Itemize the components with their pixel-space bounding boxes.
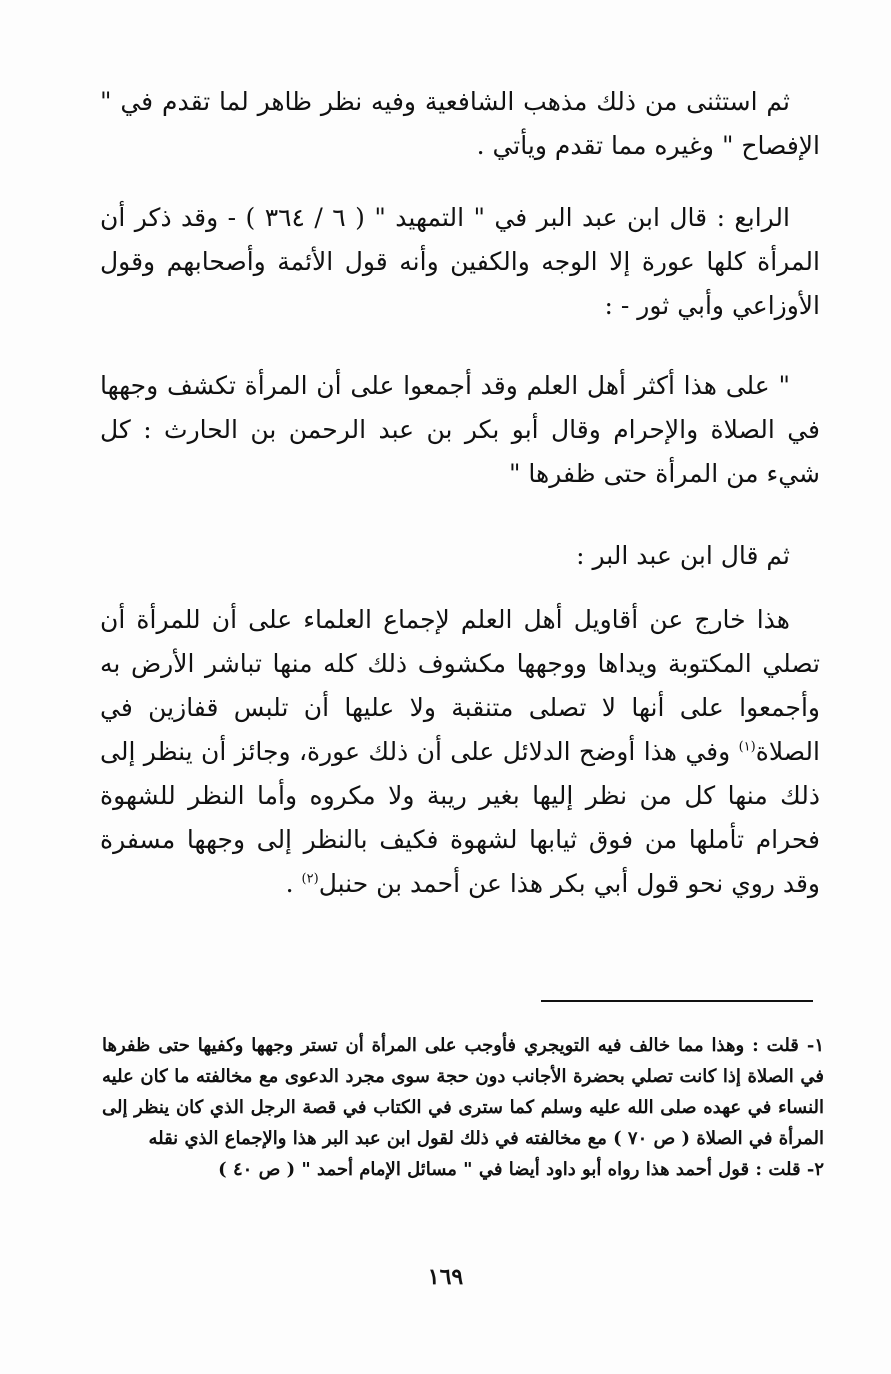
paragraph-4 [100,534,820,578]
paragraph-3-text: " على هذا أكثر أهل العلم وقد أجمعوا على أن المرأة تكشف وجهها في الصلاة والإحرام وقال أبو بكر بن عبد الرحمن بن الحارث : كل شيء من المرأة حتى ظفرها " [100,371,820,488]
footnote-1 [102,1030,824,1154]
footnotes [102,1030,824,1185]
footnote-ref-2: (٢) [301,871,319,887]
paragraph-1 [100,80,820,168]
footnote-separator [541,1000,813,1002]
paragraph-3-quote [100,364,820,496]
paragraph-5-end: . [285,869,302,898]
footnote-ref-1: (١) [738,739,756,755]
paragraph-5-part-a: هذا خارج عن أقاويل أهل العلم لإجماع العلماء على أن للمرأة أن تصلي المكتوبة ويداها ووجهها مكشوف ذلك كله منها تباشر الأرض به وأجمعوا على أنها لا تصلى متنقبة ولا عليها أن تلبس قفازين في الصلاة [100,605,820,766]
paragraph-5-text [100,598,820,906]
page-number: ١٦٩ [427,1264,464,1290]
paragraph-5-part-b: وفي هذا أوضح الدلائل على أن ذلك عورة، وجائز أن ينظر إلى ذلك منها كل من نظر إليها بغير ريبة ولا مكروه وأما النظر للشهوة فحرام تأملها من فوق ثيابها لشهوة فكيف بالنظر إلى وجهها مسفرة وقد روي نحو قول أبي بكر هذا عن أحمد بن حنبل [100,737,820,898]
paragraph-1-text: ثم استثنى من ذلك مذهب الشافعية وفيه نظر ظاهر لما تقدم في " الإفصاح " وغيره مما تقدم ويأتي . [100,87,820,160]
paragraph-4-text: ثم قال ابن عبد البر : [576,541,790,570]
footnote-2 [102,1154,824,1185]
paragraph-2-text: الرابع : قال ابن عبد البر في " التمهيد " ( ٦ / ٣٦٤ ) - وقد ذكر أن المرأة كلها عورة إلا الوجه والكفين وأنه قول الأئمة وأصحابهم وقول الأوزاعي وأبي ثور - : [100,203,820,320]
paragraph-2 [100,196,820,328]
paragraph-5 [100,598,820,906]
footnote-2-marker: ٢- [800,1159,824,1180]
footnote-1-text: قلت : وهذا مما خالف فيه التويجري فأوجب على المرأة أن تستر وجهها وكفيها حتى ظفرها في الصلاة إذا كانت تصلي بحضرة الأجانب دون حجة سوى مجرد الدعوى مع مخالفته ما كان عليه النساء في عهده صلى الله عليه وسلم كما سترى في الكتاب في قصة الرجل الذي كان ينظر إلى المرأة في الصلاة ( ص ٧٠ ) مع مخالفته في ذلك لقول ابن عبد البر هذا والإجماع الذي نقله [102,1035,824,1149]
footnote-1-marker: ١- [798,1035,824,1056]
footnote-2-text: قلت : قول أحمد هذا رواه أبو داود أيضا في " مسائل الإمام أحمد " ( ص ٤٠ ) [218,1159,801,1180]
